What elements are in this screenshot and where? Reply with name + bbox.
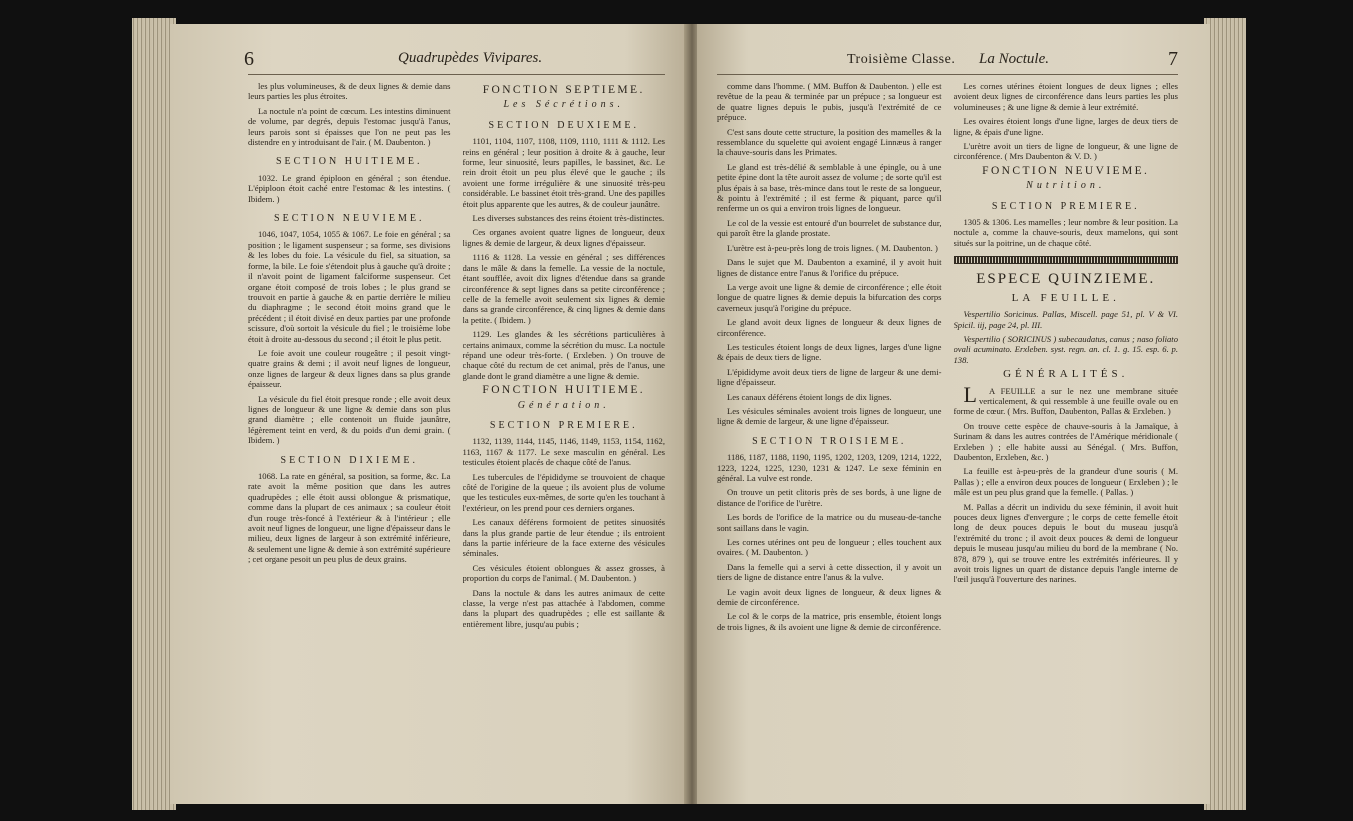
paragraph: Le foie avoit une couleur rougeâtre ; il pesoit vingt-quatre grains & demi ; il avoit neuf lignes de longueur, onze lignes de largeur & deux lignes dans sa plus grande épaisseur. bbox=[248, 347, 451, 390]
paragraph: Les bords de l'orifice de la matrice ou du museau-de-tanche sont saillans dans le vagin. bbox=[717, 512, 942, 533]
subheading: Nutrition. bbox=[1026, 180, 1106, 192]
paragraph: Les testicules étoient longs de deux lignes, larges d'une ligne & épais de deux tiers de ligne. bbox=[717, 341, 942, 363]
paragraph: Les tubercules de l'épididyme se trouvoient de chaque côté de l'origine de la queue ; ils avoient plus de volume que les testicules eux-mêmes, de sorte qu'en les touchant à l'extérieur, on les prend pour ces derniers organes. bbox=[462, 471, 665, 513]
paragraph: 1101, 1104, 1107, 1108, 1109, 1110, 1111 & 1112. Les reins en général ; leur position à droite & à gauche, leur forme, leur sinuosité, leurs papilles, le bassinet, &c. Le rein droit étoit un peu plus élevé que le gauche ; ils avoient une forme irrégulière & une sinuosité très-peu considérable. Le bassinet étoit très-grand. Une des papilles étoit plus apparente que les autres, & de couleur jaunâtre. bbox=[462, 136, 665, 209]
paragraph: 1068. La rate en général, sa position, sa forme, &c. La rate avoit la même position que dans les autres quadrupèdes ; elle étoit aussi oblongue & prismatique, comme dans la plupart de ces animaux ; sa couleur étoit d'un rouge très-foncé à l'extérieur & à l'intérieur ; elle avoit neuf lignes de longueur, une ligne d'épaisseur dans le milieu, deux lignes de largeur à son extrémité inférieure, & seulement une ligne & demie à son extrémité supérieure ; cet organe pesoit un peu plus de deux grains. bbox=[248, 471, 451, 565]
paragraph: L'urètre est à-peu-près long de trois lignes. ( M. Daubenton. ) bbox=[727, 242, 938, 253]
paragraph: La verge avoit une ligne & demie de circonférence ; elle étoit longue de quatre lignes & demie depuis la bifurcation des corps caverneux jusqu'à l'origine du prépuce. bbox=[717, 281, 942, 313]
species-name: GÉNÉRALITÉS. bbox=[1003, 368, 1129, 381]
paragraph: La feuille est à-peu-près de la grandeur d'une souris ( M. Pallas ) ; elle a environ deux pouces de longueur ( Erxleben ) ; le mâle est un peu plus grand que la femelle. ( Pallas. ) bbox=[953, 466, 1178, 498]
paragraph: 1129. Les glandes & les sécrétions particulières à certains animaux, comme la sécrétion du musc. La noctule répand une odeur très-forte. ( Erxleben. ) On trouve de chaque côté du rectum de cet animal, près de l'anus, une glande dont le grand diamètre a une ligne & demie. bbox=[462, 329, 665, 381]
paragraph: Les ovaires étoient longs d'une ligne, larges de deux tiers de ligne, & épais d'une ligne. bbox=[953, 116, 1178, 137]
paragraph: Les canaux déférens étoient longs de dix lignes. bbox=[727, 391, 892, 402]
dropcap-text: A FEUILLE a sur le nez une membrane située verticalement, & qui ressemble à une feuille ovale ou en forme de cœur. ( Mrs. Buffon, Daubenton, Pallas & Erxleben. ) bbox=[953, 385, 1178, 417]
paragraph: 1305 & 1306. Les mamelles ; leur nombre & leur position. La noctule a, comme la chauve-souris, deux mamelons, qui sont situés sur la poitrine, un de chaque côté. bbox=[953, 217, 1178, 248]
running-title: La Noctule. bbox=[979, 51, 1049, 67]
running-center-title: Troisième Classe. bbox=[847, 52, 956, 67]
paragraph: La noctule n'a point de cœcum. Les intestins diminuent de volume, par degrés, depuis l'estomac jusqu'à l'anus, leurs parois sont si épaisses que l'on ne peut pas les distendre en y introduisant de l'air. ( M. Daubenton. ) bbox=[248, 105, 451, 148]
paragraph: On trouve cette espèce de chauve-souris à la Jamaïque, à Surinam & dans les autres contrées de l'Amérique méridionale ( Erxleben ) ; elle habite aussi au Sénégal. ( Mrs. Buffon, Daubenton, Erxleben, &c. ) bbox=[953, 420, 1178, 462]
left-page bbox=[170, 24, 687, 804]
text-columns bbox=[717, 81, 1178, 804]
species-name: LA FEUILLE. bbox=[1011, 291, 1120, 304]
paragraph: Les diverses substances des reins étoient très-distinctes. bbox=[472, 213, 665, 224]
text-column-right bbox=[954, 81, 1179, 804]
paragraph: Les canaux déférens formoient de petites sinuosités dans la plus grande partie de leur étendue ; ils entroient dans la partie inférieure de la face externe des vésicules séminales. bbox=[462, 517, 665, 559]
paragraph: 1186, 1187, 1188, 1190, 1195, 1202, 1203, 1209, 1214, 1222, 1223, 1224, 1225, 1230, 1231 & 1247. Le sexe féminin en général. La vulve est ronde. bbox=[717, 452, 942, 483]
paragraph: On trouve un petit clitoris près de ses bords, à une ligne de distance de l'orifice de l'urètre. bbox=[717, 487, 942, 508]
synonymy-entry: Vespertilio Soricinus. Pallas, Miscell. page 51, pl. V & VI. Spicil. iij, page 24, pl. III. bbox=[953, 309, 1178, 330]
running-head-left bbox=[244, 48, 665, 75]
paragraph: comme dans l'homme. ( MM. Buffon & Daubenton. ) elle est revêtue de la peau & terminée par un prépuce ; sa longueur est de quatre lignes depuis le pubis, jusqu'à l'extrémité de ce prépuce. bbox=[717, 81, 942, 123]
paragraph: L'urètre avoit un tiers de ligne de longueur, & une ligne de circonférence. ( Mrs Daubenton & V. D. ) bbox=[953, 141, 1178, 162]
paragraph: 1046, 1047, 1054, 1055 & 1067. Le foie en général ; sa position ; le ligament suspenseur ; sa forme, ses divisions & les lobes du foie. La vésicule du fiel, sa situation, sa forme, la bile. Le foie s'étendoit plus à gauche qu'à droite ; il n'avoit point de ligament falciforme suspenseur. Cet organe étoit composé de trois lobes ; le plus grand se trouvoit en partie à gauche & en partie derrière le milieu du diaphragme ; le second étoit moins grand que le précédent ; il étoit divisé en deux parties par une profonde scissure, d'où sortoit la vésicule du fiel ; le troisième lobe étoit à droite au-dessous du second ; il étoit le plus petit. bbox=[248, 229, 451, 344]
paragraph: Dans la noctule & dans les autres animaux de cette classe, la verge n'est pas attachée à l'abdomen, comme dans la plupart des quadrupèdes ; elle est saillante & entièrement libre, jusqu'au pubis ; bbox=[462, 587, 665, 629]
paragraph: Ces organes avoient quatre lignes de longueur, deux lignes & demie de largeur, & deux lignes d'épaisseur. bbox=[462, 227, 665, 248]
paragraph: 1032. Le grand épiploon en général ; son étendue. L'épiploon étoit caché entre l'estomac & les intestins. ( Ibidem. ) bbox=[248, 172, 451, 204]
paragraph: Dans la femelle qui a servi à cette dissection, il y avoit un tiers de ligne de distance entre l'anus & la vulve. bbox=[717, 561, 942, 583]
text-column-right bbox=[463, 81, 666, 804]
running-head-right bbox=[717, 48, 1178, 75]
paragraph: Les vésicules séminales avoient trois lignes de longueur, une ligne & demie de largeur, & une ligne d'épaisseur. bbox=[717, 405, 942, 427]
running-title: Quadrupèdes Vivipares. bbox=[398, 50, 543, 66]
section-heading: SECTION PREMIERE. bbox=[489, 419, 638, 431]
section-heading: SECTION HUITIEME. bbox=[275, 156, 423, 168]
paragraph: Ces vésicules étoient oblongues & assez grosses, à proportion du corps de l'animal. ( M. Daubenton. ) bbox=[462, 562, 665, 584]
subheading: Génération. bbox=[517, 399, 610, 411]
section-heading: SECTION DIXIEME. bbox=[280, 454, 418, 466]
page-number: 7 bbox=[1168, 48, 1178, 70]
synonymy-entry: Vespertilio ( SORICINUS ) subecaudatus, canus ; naso foliato ovali acuminato. Erxleben. syst. regn. an. cl. 1. g. 15. esp. 6. p. 138. bbox=[953, 333, 1178, 365]
function-heading: FONCTION HUITIEME. bbox=[482, 384, 646, 397]
right-page bbox=[697, 24, 1210, 804]
text-columns bbox=[248, 81, 665, 804]
function-heading: FONCTION SEPTIEME. bbox=[482, 84, 645, 96]
book-fore-edge-right bbox=[1204, 18, 1246, 810]
paragraph: L'épididyme avoit deux tiers de ligne de largeur & une demi-ligne d'épaisseur. bbox=[717, 366, 942, 388]
paragraph: 1116 & 1128. La vessie en général ; ses différences dans le mâle & dans la femelle. La vessie de la noctule, étant soufflée, avoit dix lignes d'étendue dans sa grande circonférence & sept lignes dans sa petite circonférence ; celle de la femelle avoit seulement six lignes & demie dans sa grande circonférence, & cinq lignes & demie dans la petite. ( Ibidem. ) bbox=[462, 252, 665, 325]
function-heading: FONCTION NEUVIEME. bbox=[982, 164, 1150, 177]
dropcap-letter: L bbox=[963, 381, 977, 407]
paragraph: Le col de la vessie est entouré d'un bourrelet de substance dur, qui paroît être la glande prostate. bbox=[717, 217, 942, 239]
paragraph: C'est sans doute cette structure, la position des mamelles & la ressemblance du squelette qui avoient engagé Linnæus à ranger la chauve-souris dans les Primates. bbox=[717, 126, 942, 158]
section-heading: SECTION NEUVIEME. bbox=[274, 213, 425, 225]
paragraph: Le gland avoit deux lignes de longueur & deux lignes de circonférence. bbox=[717, 317, 942, 338]
paragraph: 1132, 1139, 1144, 1145, 1146, 1149, 1153, 1154, 1162, 1163, 1167 & 1177. Le sexe masculin en général. Les testicules étoient placés de chaque côté de l'anus. bbox=[462, 436, 665, 468]
species-heading: ESPECE QUINZIEME. bbox=[976, 271, 1156, 288]
section-heading: SECTION TROISIEME. bbox=[752, 435, 907, 447]
section-heading: SECTION DEUXIEME. bbox=[488, 119, 639, 131]
text-column-left bbox=[717, 81, 942, 804]
dropcap-paragraph bbox=[953, 381, 1179, 417]
text-column-left bbox=[248, 81, 451, 804]
paragraph: Dans le sujet que M. Daubenton a examiné, il y avoit huit lignes de distance entre l'anus & l'orifice du prépuce. bbox=[717, 257, 942, 278]
section-heading: SECTION PREMIERE. bbox=[991, 200, 1140, 212]
paragraph: M. Pallas a décrit un individu du sexe féminin, il avoit huit pouces deux lignes d'envergure ; le corps de cette femelle étoit long de deux pouces depuis le bout du museau jusqu'à l'extrémité du tronc ; il avoit deux pouces & demi de longueur depuis le museau jusqu'au milieu du bord de la membrane ( No. 878, 879 ), qui se trouve entre les extrémités inférieures. Il y avoit trois lignes un quart de distance depuis l'angle interne de l'œil jusqu'à l'ouverture des narines. bbox=[953, 501, 1178, 585]
paragraph: Les cornes utérines étoient longues de deux lignes ; elles avoient deux lignes de circonférence dans leurs parties les plus volumineuses ; & une ligne & demie à leur extrémité. bbox=[953, 81, 1178, 112]
paragraph: Le vagin avoit deux lignes de longueur, & deux lignes & demie de circonférence. bbox=[717, 586, 942, 608]
page-number: 6 bbox=[244, 48, 254, 70]
paragraph: les plus volumineuses, & de deux lignes & demie dans leurs parties les plus étroites. bbox=[248, 81, 451, 102]
paragraph: Le col & le corps de la matrice, pris ensemble, étoient longs de trois lignes, & ils avoient une ligne & demie de circonférence. bbox=[717, 611, 942, 632]
paragraph: La vésicule du fiel étoit presque ronde ; elle avoit deux lignes de longueur & une ligne & demie dans son plus grand diamètre ; elle contenoit un fluide jaunâtre, légèrement teint en verd, & du poids d'un demi grain. ( Ibidem. ) bbox=[248, 393, 451, 446]
ornamental-rule bbox=[954, 256, 1179, 264]
paragraph: Les cornes utérines ont peu de longueur ; elles touchent aux ovaires. ( M. Daubenton. ) bbox=[717, 537, 942, 558]
paragraph: Le gland est très-délié & semblable à une épingle, ou à une petite épine dont la tête auroit assez de volume ; de sorte qu'il est plus épais à sa base, très-mince dans tout le reste de sa longueur, & pointu à l'extrémité ; il est ferme & piquant, parce qu'il renferme un os qui a environ trois lignes de longueur. bbox=[717, 161, 942, 214]
subheading: Les Sécrétions. bbox=[503, 99, 625, 111]
